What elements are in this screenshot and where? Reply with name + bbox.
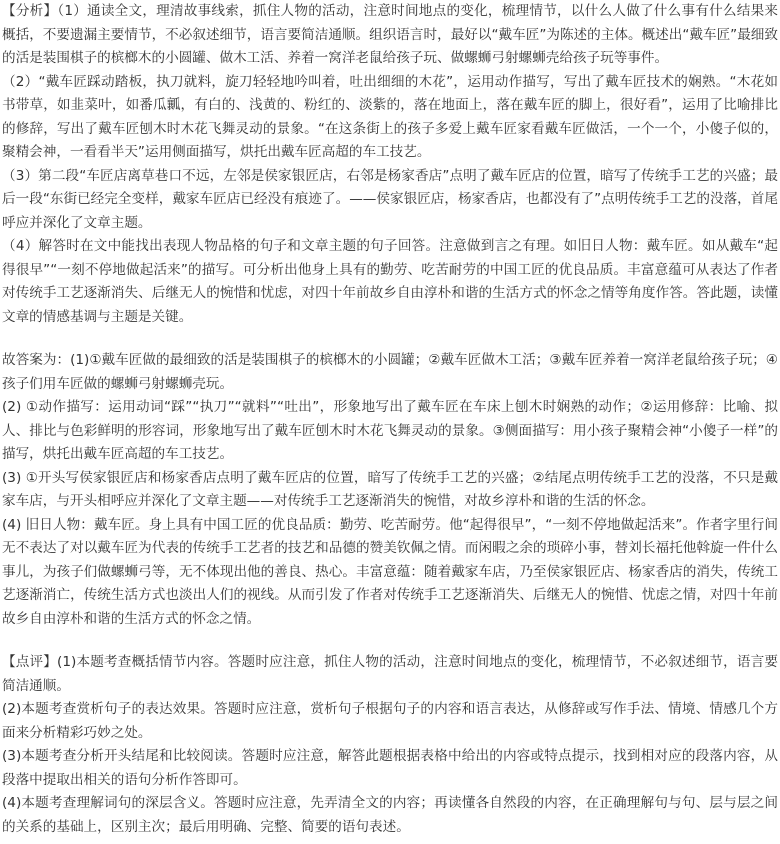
comment-section [2, 651, 778, 839]
answer-paragraph-4: (4) 旧日人物：戴车匠。身上具有中国工匠的优良品质：勤劳、吃苦耐劳。他“起得很早”，“一刻不停地做起活来”。作者字里行间无不表达了对以戴车匠为代表的传统手工艺者的技艺和品德的赞美钦佩之情。而闲暇之余的琐碎小事，替刘长福托他斡旋一件什么事儿，为孩子们做螺蛳弓等，无不体现出他的善良、热心。丰富意蕴：随着戴家车店，乃至侯家银匠店、杨家香店的消失，传统工艺逐渐消亡，传统生活方式也淡出人们的视线。从而引发了作者对传统手工艺逐渐消失、后继无人的惋惜、忧虑之情，对四十年前故乡自由淳朴和谐的生活方式的怀念之情。 [2, 516, 778, 627]
answer-section [2, 349, 778, 631]
comment-paragraph-3: (3)本题考查分析开头结尾和比较阅读。答题时应注意，解答此题根据表格中给出的内容或特点提示，找到相对应的段落内容，从段落中提取出相关的语句分析作答即可。 [2, 748, 778, 788]
answer-paragraph-2: (2) ①动作描写：运用动词“踩”“执刀”“就料”“吐出”，形象地写出了戴车匠在车床上刨木时娴熟的动作；②运用修辞：比喻、拟人、排比与色彩鲜明的形容词，形象地写出了戴车匠刨木时木花飞舞灵动的景象。③侧面描写：用小孩子聚精会神“小傻子一样”的描写，烘托出戴车匠高超的车工技艺。 [2, 399, 778, 462]
answer-paragraph-3: (3) ①开头写侯家银匠店和杨家香店点明了戴车匠店的位置，暗写了传统手工艺的兴盛；②结尾点明传统手工艺的没落，不只是戴家车店，与开头相呼应并深化了文章主题——对传统手工艺逐渐消失的惋惜，对故乡淳朴和谐的生活的怀念。 [2, 469, 778, 509]
section-gap [2, 631, 778, 651]
answer-paragraph-1: 故答案为：(1)①戴车匠做的最细致的活是装围棋子的槟榔木的小圆罐；②戴车匠做木工活；③戴车匠养着一窝洋老鼠给孩子玩；④孩子们用车匠做的螺蛳弓射螺蛳壳玩。 [2, 352, 778, 392]
analysis-paragraph-1: 【分析】（1）通读全文，理清故事线索，抓住人物的活动，注意时间地点的变化，梳理情节，以什么人做了什么事有什么结果来概括，不要遗漏主要情节，不必叙述细节，语言要简洁通顺。组织语言时，最好以“戴车匠”为陈述的主体。概述出“戴车匠”最细致的活是装围棋子的槟榔木的小圆罐、做木工活、养着一窝洋老鼠给孩子玩、做螺蛳弓射螺蛳壳给孩子玩等事件。 [2, 3, 778, 66]
solution-document [2, 0, 778, 839]
analysis-paragraph-2: （2）“戴车匠踩动踏板，执刀就料，旋刀轻轻地吟叫着，吐出细细的木花”，运用动作描写，写出了戴车匠技术的娴熟。“木花如书带草，如韭菜叶，如番瓜瓤，有白的、浅黄的、粉红的、淡紫的，落在地面上，落在戴车匠的脚上，很好看”，运用了比喻排比的修辞，写出了戴车匠刨木时木花飞舞灵动的景象。“在这条街上的孩子多爱上戴车匠家看戴车匠做活，一个一个，小傻子似的，聚精会神，一看看半天”运用侧面描写，烘托出戴车匠高超的车工技艺。 [2, 73, 778, 160]
analysis-paragraph-4: （4）解答时在文中能找出表现人物品格的句子和文章主题的句子回答。注意做到言之有理。如旧日人物：戴车匠。如从戴车“起得很早”“一刻不停地做起活来”的描写。可分析出他身上具有的勤劳、吃苦耐劳的中国工匠的优良品质。丰富意蕴可从表达了作者对传统手工艺逐渐消失、后继无人的惋惜和忧虑，对四十年前故乡自由淳朴和谐的生活方式的怀念之情等角度作答。答此题，读懂文章的情感基调与主题是关键。 [2, 238, 778, 325]
comment-paragraph-4: (4)本题考查理解词句的深层含义。答题时应注意，先弄清全文的内容；再读懂各自然段的内容，在正确理解句与句、层与层之间的关系的基础上，区别主次；最后用明确、完整、简要的语句表述。 [2, 795, 778, 835]
section-gap [2, 329, 778, 349]
comment-paragraph-1: 【点评】(1)本题考查概括情节内容。答题时应注意，抓住人物的活动，注意时间地点的变化，梳理情节，不必叙述细节，语言要简洁通顺。 [2, 654, 778, 694]
comment-paragraph-2: (2)本题考查赏析句子的表达效果。答题时应注意，赏析句子根据句子的内容和语言表达，从修辞或写作手法、情境、情感几个方面来分析精彩巧妙之处。 [2, 701, 778, 741]
analysis-section [2, 0, 778, 329]
analysis-paragraph-3: （3）第二段“车匠店离草巷口不远，左邻是侯家银匠店，右邻是杨家香店”点明了戴车匠店的位置，暗写了传统手工艺的兴盛；最后一段“东街已经完全变样，戴家车匠店已经没有痕迹了。——侯家银匠店，杨家香店，也都没有了”点明传统手工艺的没落，首尾呼应并深化了文章主题。 [2, 167, 778, 231]
